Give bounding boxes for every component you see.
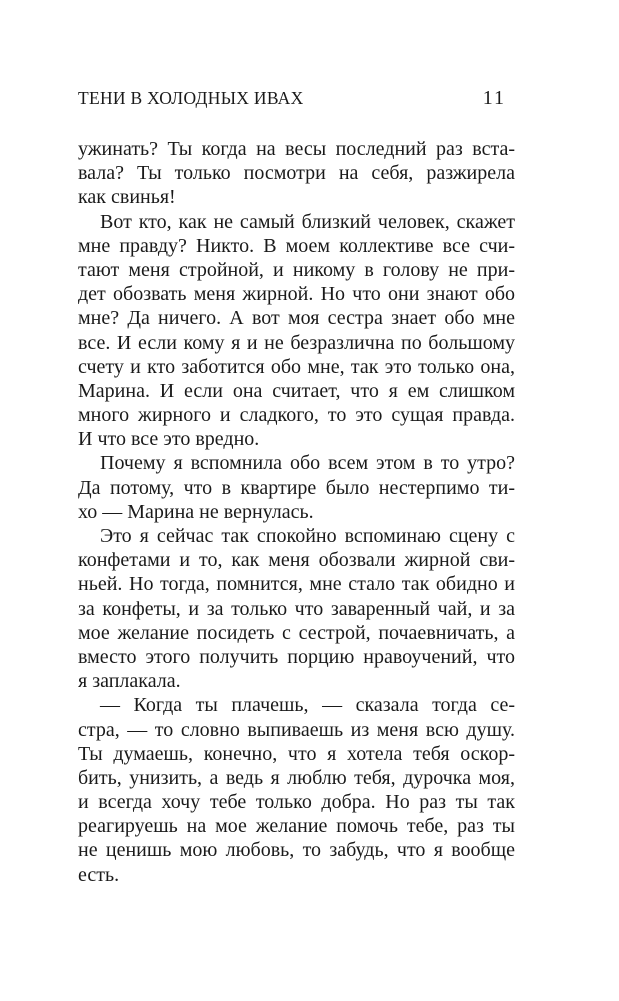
text-line: Почему я вспомнила обо всем этом в то утро? bbox=[100, 452, 515, 475]
text-line: Марина. И если она считает, что я ем слишком bbox=[78, 379, 515, 402]
text-line: ужинать? Ты когда на весы последний раз вста- bbox=[78, 138, 515, 160]
text-line: стра, — то словно выпиваешь из меня всю душу. bbox=[78, 718, 515, 741]
text-line: все. И если кому я и не безразлична по большому bbox=[78, 331, 515, 354]
text-line: ньей. Но тогда, помнится, мне стало так обидно и bbox=[78, 573, 515, 596]
text-line: хо — Марина не вернулась. bbox=[78, 500, 314, 523]
text-line: за конфеты, и за только что заваренный чай, и за bbox=[78, 597, 515, 620]
paragraph bbox=[78, 693, 515, 887]
text-line: и всегда хочу тебе только добра. Но раз ты так bbox=[78, 791, 515, 814]
text-line: дет обозвать меня жирной. Но что они знают обо bbox=[78, 283, 515, 306]
text-line: Да потому, что в квартире было нестерпимо ти- bbox=[78, 476, 515, 499]
page-number: 11 bbox=[482, 87, 506, 109]
text-line: реагируешь на мое желание помочь тебе, раз ты bbox=[78, 815, 515, 838]
text-line: вместо этого получить порцию нравоучений, что bbox=[78, 645, 515, 668]
text-line: как свинья! bbox=[78, 186, 176, 209]
text-line: тают меня стройной, и никому в голову не при- bbox=[78, 258, 515, 281]
text-line: я заплакала. bbox=[78, 670, 181, 693]
text-line: вала? Ты только посмотри на себя, разжирела bbox=[78, 162, 515, 185]
paragraph bbox=[78, 210, 515, 452]
paragraph bbox=[78, 524, 515, 693]
text-line: мне правду? Никто. В моем коллективе все счи- bbox=[78, 234, 515, 257]
text-line: есть. bbox=[78, 863, 120, 886]
page-header bbox=[78, 87, 515, 110]
text-line: счету и кто заботится обо мне, так это только она, bbox=[78, 355, 515, 378]
text-line: Это я сейчас так спокойно вспоминаю сцену с bbox=[100, 525, 515, 547]
paragraph bbox=[78, 451, 515, 524]
text-line: много жирного и сладкого, то это сущая правда. bbox=[78, 404, 515, 427]
text-line: бить, унизить, а ведь я люблю тебя, дурочка моя, bbox=[78, 766, 515, 789]
text-line: не ценишь мою любовь, то забудь, что я вообще bbox=[78, 839, 515, 862]
running-title: ТЕНИ В ХОЛОДНЫХ ИВАХ bbox=[78, 88, 304, 108]
text-line: — Когда ты плачешь, — сказала тогда се- bbox=[100, 694, 515, 717]
text-line: Ты думаешь, конечно, что я хотела тебя оскор- bbox=[78, 742, 515, 765]
paragraph bbox=[78, 137, 515, 210]
text-line: конфетами и то, как меня обозвали жирной сви- bbox=[78, 549, 515, 572]
text-line: Вот кто, как не самый близкий человек, скажет bbox=[100, 210, 515, 233]
text-line: И что все это вредно. bbox=[78, 428, 260, 451]
text-line: мое желание посидеть с сестрой, почаевничать, а bbox=[78, 621, 515, 644]
text-line: мне? Да ничего. А вот моя сестра знает обо мне bbox=[78, 307, 515, 330]
page-text bbox=[78, 137, 515, 887]
